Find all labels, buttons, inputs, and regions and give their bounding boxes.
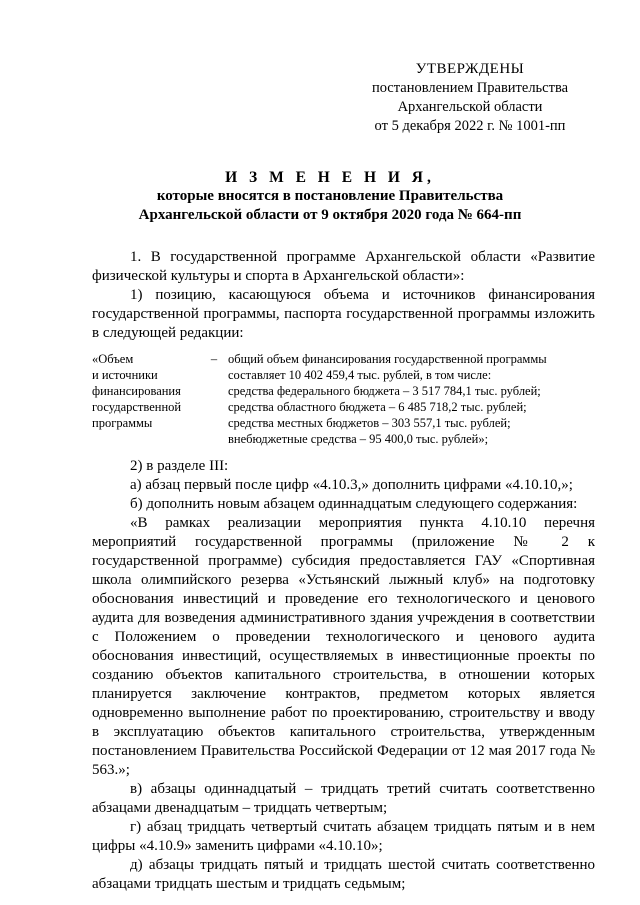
financing-table-label bbox=[92, 351, 202, 447]
title-line-1: которые вносятся в постановление Правительства bbox=[156, 188, 504, 204]
approval-line-2: Архангельской области bbox=[397, 99, 543, 115]
document-title bbox=[60, 168, 600, 225]
financing-table-values bbox=[226, 351, 595, 447]
title-heading: И З М Е Н Е Н И Я, bbox=[225, 169, 435, 186]
paragraph-2: 1) позицию, касающуюся объема и источников финансирования государственной программы, паспорта государственной программы изложить в следующей редакции: bbox=[92, 287, 595, 341]
approval-line-3: от 5 декабря 2022 г. № 1001-пп bbox=[374, 118, 566, 134]
table-value-line: средства федерального бюджета – 3 517 784,1 тыс. рублей; bbox=[228, 384, 541, 398]
table-value-line: средства областного бюджета – 6 485 718,2 тыс. рублей; bbox=[228, 400, 527, 414]
table-dash: – bbox=[210, 352, 218, 366]
table-value-line: составляет 10 402 459,4 тыс. рублей, в том числе: bbox=[228, 368, 492, 382]
approval-line-1: постановлением Правительства bbox=[371, 80, 569, 96]
paragraph-4: а) абзац первый после цифр «4.10.3,» дополнить цифрами «4.10.10,»; bbox=[130, 477, 573, 493]
table-value-line: внебюджетные средства – 95 400,0 тыс. рублей»; bbox=[228, 432, 489, 446]
table-label-line: программы bbox=[92, 416, 153, 430]
paragraph-7: в) абзацы одиннадцатый – тридцать третий считать соответственно абзацами двенадцатым – тридцать четвертым; bbox=[92, 781, 595, 816]
financing-table bbox=[92, 351, 595, 447]
paragraph-5: б) дополнить новым абзацем одиннадцатым следующего содержания: bbox=[130, 496, 578, 512]
paragraph-8: г) абзац тридцать четвертый считать абзацем тридцать пятым и в нем цифры «4.10.9» заменить цифрами «4.10.10»; bbox=[92, 819, 595, 854]
paragraph-1: 1. В государственной программе Архангельской области «Развитие физической культуры и спорта в Архангельской области»: bbox=[92, 249, 595, 284]
paragraph-3: 2) в разделе III: bbox=[130, 458, 229, 474]
paragraph-6: «В рамках реализации мероприятия пункта 4.10.10 перечня мероприятий государственной программы (приложение № 2 к государственной программе) субсидия предоставляется ГАУ «Спортивная школа олимпийского резерва «Устьянский лыжный клуб» на подготовку обоснования инвестиций и проведение его технологического и ценового аудита для возведения административного здания учреждения в соответствии с Положением о проведении технологического и ценового аудита обоснования инвестиций, осуществляемых в инвестиционные проекты по созданию объектов капитального строительства, в отношении которых планируется заключение контрактов, предметом которых является одновременно выполнение работ по проектированию, строительству и вводу в эксплуатацию объектов капитального строительства, утвержденным постановлением Правительства Российской Федерации от 12 мая 2017 года № 563.»; bbox=[92, 515, 595, 778]
table-label-line: государственной bbox=[92, 400, 182, 414]
table-value-line: общий объем финансирования государственной программы bbox=[228, 352, 547, 366]
table-value-line: средства местных бюджетов – 303 557,1 тыс. рублей; bbox=[228, 416, 511, 430]
table-label-line: финансирования bbox=[92, 384, 181, 398]
paragraph-9: д) абзацы тридцать пятый и тридцать шестой считать соответственно абзацами тридцать шестым и тридцать седьмым; bbox=[92, 857, 595, 892]
approval-stamp bbox=[350, 60, 590, 136]
approval-heading: УТВЕРЖДЕНЫ bbox=[415, 61, 525, 77]
title-line-2: Архангельской области от 9 октября 2020 года № 664-пп bbox=[138, 207, 522, 223]
table-label-line: и источники bbox=[92, 368, 158, 382]
table-label-line: «Объем bbox=[92, 352, 134, 366]
document-body bbox=[92, 248, 595, 894]
